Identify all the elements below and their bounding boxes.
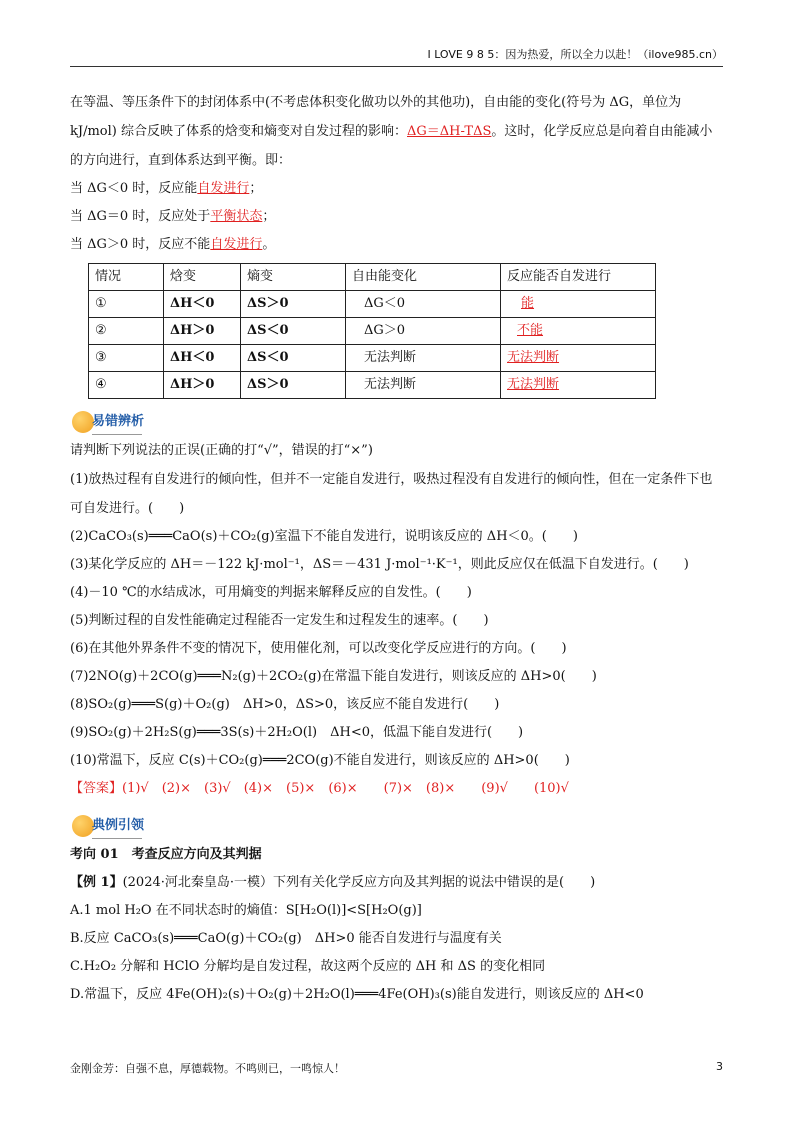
table-cell bbox=[501, 372, 656, 399]
table-cell: 无法判断 bbox=[346, 372, 501, 399]
judge-item: (9)SO₂(g)＋2H₂S(g)═══3S(s)＋2H₂O(l) ΔH<0，低温下能自发进行( ) bbox=[70, 725, 524, 740]
footer-motto: 金刚金芳：自强不息，厚德载物。不鸣则已，一鸣惊人！ bbox=[70, 1062, 345, 1075]
table-cell: ΔS＜0 bbox=[241, 345, 346, 372]
table-cell: ΔS＜0 bbox=[241, 318, 346, 345]
gibbs-formula: ΔG＝ΔH-TΔS bbox=[407, 124, 492, 139]
option-a: A.1 mol H₂O 在不同状态时的熵值：S[H₂O(l)]<S[H₂O(g)] bbox=[70, 903, 422, 918]
answer-fill: 不能 bbox=[517, 323, 544, 338]
table-cell: ΔH＜0 bbox=[164, 291, 241, 318]
table-cell bbox=[501, 318, 656, 345]
cond3-answer: 自发进行 bbox=[210, 237, 263, 252]
badge-label: 易错辨析 bbox=[92, 414, 145, 429]
section-badge-examples bbox=[70, 813, 148, 839]
table-cell: ④ bbox=[89, 372, 164, 399]
judge-item: (3)某化学反应的 ΔH＝－122 kJ·mol⁻¹，ΔS＝－431 J·mol⁻¹·K⁻¹，则此反应仅在低温下自发进行。( ) bbox=[70, 557, 689, 572]
table-header-row bbox=[89, 264, 656, 291]
page-content bbox=[70, 88, 723, 1009]
judge-item: (10)常温下，反应 C(s)＋CO₂(g)═══2CO(g)不能自发进行，则该反应的 ΔH>0( ) bbox=[70, 753, 570, 768]
judge-item: (5)判断过程的自发性能确定过程能否一定发生和过程发生的速率。( ) bbox=[70, 613, 489, 628]
option-b: B.反应 CaCO₃(s)═══CaO(g)＋CO₂(g) ΔH>0 能否自发进行与温度有关 bbox=[70, 931, 502, 946]
condition-line-1 bbox=[70, 175, 723, 203]
table-row bbox=[89, 372, 656, 399]
cond2-text: 当 ΔG＝0 时，反应处于 bbox=[70, 209, 211, 224]
condition-line-2 bbox=[70, 203, 723, 231]
table-row bbox=[89, 318, 656, 345]
example-stem bbox=[70, 869, 723, 897]
table-cell: ΔG＜0 bbox=[346, 291, 501, 318]
table-header: 情况 bbox=[89, 264, 164, 291]
table-row bbox=[89, 345, 656, 372]
intro-text-a: 在等温、等压条件下的封闭体系中(不考虑体积变化做功以外的其他功)，自由能的变化(符号为 ΔG，单位为 kJ/mol) 综合反映了体系的焓变和熵变对自发过程的影响： bbox=[70, 95, 682, 139]
header-text: I LOVE 9 8 5：因为热爱，所以全力以赴！（ilove985.cn） bbox=[427, 48, 723, 61]
table-cell: ΔS＞0 bbox=[241, 372, 346, 399]
intro-text-b: 。这时，化学反应总是向着自由能减小的方向进行，直到体系达到平衡。即： bbox=[70, 124, 713, 168]
table-header: 焓变 bbox=[164, 264, 241, 291]
judge-item: (4)－10 ℃的水结成冰，可用熵变的判据来解释反应的自发性。( ) bbox=[70, 585, 472, 600]
table-cell bbox=[501, 345, 656, 372]
intro-paragraph bbox=[70, 88, 723, 175]
page-header bbox=[70, 46, 723, 67]
table-row bbox=[89, 291, 656, 318]
cond3-text: 当 ΔG＞0 时，反应不能 bbox=[70, 237, 211, 252]
badge-underline bbox=[92, 434, 142, 435]
answer-fill: 无法判断 bbox=[507, 350, 560, 365]
example-label: 【例 1】 bbox=[70, 875, 123, 890]
table-cell: ② bbox=[89, 318, 164, 345]
section-badge-mistakes bbox=[70, 409, 148, 435]
page-number: 3 bbox=[716, 1060, 723, 1073]
table-cell bbox=[501, 291, 656, 318]
answer-fill: 无法判断 bbox=[507, 377, 560, 392]
cond3-end: 。 bbox=[262, 237, 276, 252]
example-heading: 考向 01 考查反应方向及其判据 bbox=[70, 847, 262, 862]
answer-line: 【答案】(1)√ (2)× (3)√ (4)× (5)× (6)× (7)× (8)× (9)√ (10)√ bbox=[70, 781, 569, 796]
option-d: D.常温下，反应 4Fe(OH)₂(s)＋O₂(g)＋2H₂O(l)═══4Fe(OH)₃(s)能自发进行，则该反应的 ΔH<0 bbox=[70, 987, 644, 1002]
table-cell: ΔH＞0 bbox=[164, 318, 241, 345]
table-cell: ① bbox=[89, 291, 164, 318]
badge-label: 典例引领 bbox=[92, 818, 145, 833]
table-cell: ΔG＞0 bbox=[346, 318, 501, 345]
judge-item: (7)2NO(g)＋2CO(g)═══N₂(g)＋2CO₂(g)在常温下能自发进行，则该反应的 ΔH>0( ) bbox=[70, 669, 597, 684]
cond1-text: 当 ΔG＜0 时，反应能 bbox=[70, 181, 198, 196]
table-cell: ΔS＞0 bbox=[241, 291, 346, 318]
table-cell: ΔH＞0 bbox=[164, 372, 241, 399]
table-header: 反应能否自发进行 bbox=[501, 264, 656, 291]
cond1-answer: 自发进行 bbox=[197, 181, 250, 196]
badge-underline bbox=[92, 838, 142, 839]
table-cell: ΔH＜0 bbox=[164, 345, 241, 372]
example-question: (2024·河北秦皇岛·一模）下列有关化学反应方向及其判据的说法中错误的是( ) bbox=[122, 875, 596, 890]
judge-prompt: 请判断下列说法的正误(正确的打“√”，错误的打“×”) bbox=[70, 443, 373, 458]
table-header: 熵变 bbox=[241, 264, 346, 291]
spontaneity-table bbox=[88, 263, 656, 399]
page-footer bbox=[70, 1060, 723, 1076]
table-cell: 无法判断 bbox=[346, 345, 501, 372]
judge-item: (1)放热过程有自发进行的倾向性，但并不一定能自发进行，吸热过程没有自发进行的倾向性，但在一定条件下也可自发进行。( ) bbox=[70, 472, 713, 516]
cond2-end: ； bbox=[262, 209, 276, 224]
cond2-answer: 平衡状态 bbox=[210, 209, 263, 224]
table-header: 自由能变化 bbox=[346, 264, 501, 291]
table-cell: ③ bbox=[89, 345, 164, 372]
judge-item: (6)在其他外界条件不变的情况下，使用催化剂，可以改变化学反应进行的方向。( ) bbox=[70, 641, 567, 656]
answer-fill: 能 bbox=[521, 296, 535, 311]
judge-item: (2)CaCO₃(s)═══CaO(s)＋CO₂(g)室温下不能自发进行，说明该反应的 ΔH＜0。( ) bbox=[70, 529, 578, 544]
judge-item: (8)SO₂(g)═══S(g)＋O₂(g) ΔH>0，ΔS>0，该反应不能自发进行( ) bbox=[70, 697, 500, 712]
condition-line-3 bbox=[70, 231, 723, 259]
cond1-end: ； bbox=[249, 181, 263, 196]
option-c: C.H₂O₂ 分解和 HClO 分解均是自发过程，故这两个反应的 ΔH 和 ΔS 的变化相同 bbox=[70, 959, 546, 974]
